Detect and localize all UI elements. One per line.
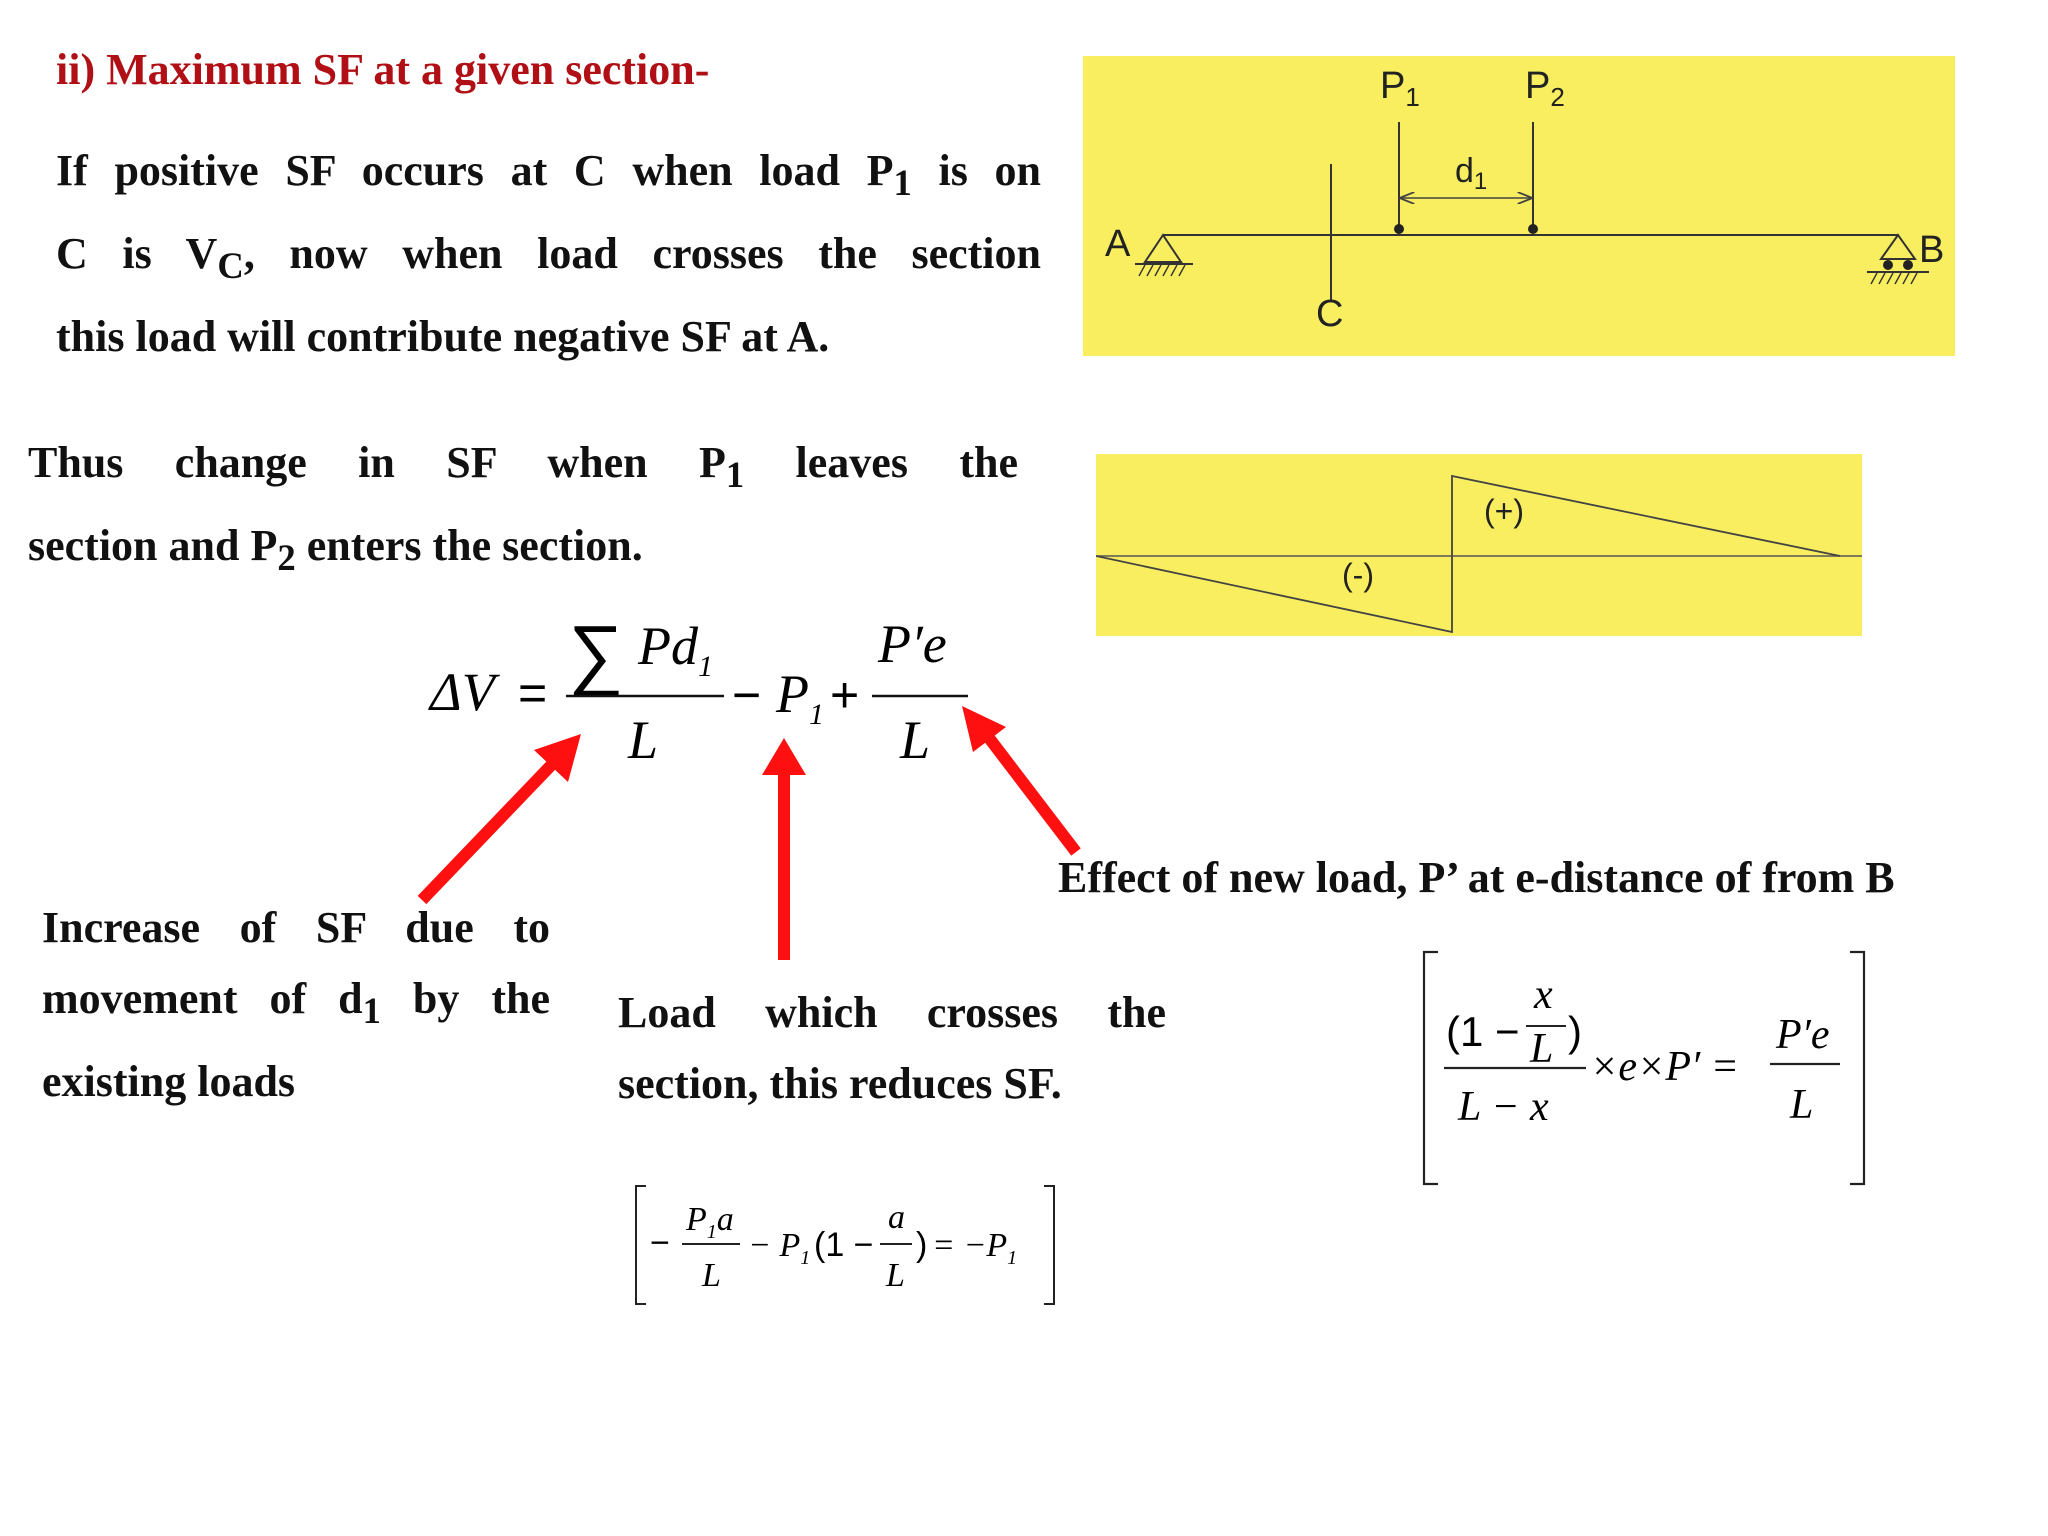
eq-sum-symbol: ∑ <box>568 609 624 697</box>
eqR-rhs-num: P′e <box>1776 1012 1830 1058</box>
eqL-num: $P_1a$ <box>686 1201 734 1243</box>
pin-support-icon <box>1135 235 1193 276</box>
paragraph-sf-positive <box>56 135 1041 372</box>
annotation-left-line1: Increase of SF due to <box>42 903 550 952</box>
equation-right-bracket <box>1418 948 1868 1190</box>
load-p2-point <box>1528 224 1538 234</box>
eqL-paren-close: ) <box>916 1226 928 1264</box>
label-p2: $P_2$ <box>1525 65 1565 112</box>
label-a: A <box>1105 223 1131 265</box>
paragraph-sf-change <box>28 427 1018 593</box>
eq-lhs: ΔV <box>430 662 495 722</box>
eq-num3: P′e <box>878 614 947 674</box>
eqL-result: = $-P_1$ <box>932 1227 1018 1269</box>
eqL-term2: − $P_1$ <box>748 1227 811 1269</box>
influence-line-diagram <box>1096 454 1862 636</box>
negative-region-label: (-) <box>1342 557 1374 593</box>
label-p1: $P_1$ <box>1380 65 1420 112</box>
para1-line2: C is $V_C$, now when load crosses the section <box>56 228 1041 286</box>
eqL-frac-num: a <box>888 1199 905 1236</box>
para1-line3: this load will contribute negative SF at A. <box>56 311 830 361</box>
influence-line-panel <box>1096 454 1862 636</box>
annotation-left <box>42 892 550 1117</box>
equation-left-bracket <box>630 1180 1070 1310</box>
eqL-den: L <box>702 1257 721 1294</box>
para2-line1: Thus change in SF when $P_1$ leaves the <box>28 438 1018 495</box>
bracket-left-open <box>636 1186 646 1304</box>
eq-den3: L <box>900 710 931 770</box>
eqR-times: ×e×P′ = <box>1590 1044 1740 1090</box>
label-c: C <box>1316 293 1344 335</box>
main-equation <box>420 600 980 780</box>
bracket-right-close <box>1850 952 1864 1184</box>
positive-region-label: (+) <box>1484 493 1524 529</box>
bracket-left-close <box>1044 1186 1054 1304</box>
beam-diagram-panel <box>1083 56 1955 356</box>
eqR-inner-num: x <box>1534 972 1553 1018</box>
eqR-den: L − x <box>1458 1084 1549 1130</box>
label-d1: $d_1$ <box>1455 152 1488 195</box>
slide-title: ii) Maximum SF at a given section- <box>56 45 710 94</box>
annotation-right: Effect of new load, P’ at e-distance of from B <box>1058 853 1895 902</box>
para2-line2: section and $P_2$ enters the section. <box>28 520 643 578</box>
load-p1-point <box>1394 224 1404 234</box>
annotation-middle-line2: section, this reduces SF. <box>618 1059 1062 1108</box>
eq-p1: $P_1$ <box>776 664 824 731</box>
eqR-paren-open: (1 − <box>1446 1008 1520 1055</box>
annotation-middle <box>618 977 1166 1119</box>
eq-plus: + <box>830 667 860 723</box>
eqR-paren-close: ) <box>1568 1008 1582 1055</box>
eqL-minus: − <box>650 1224 670 1262</box>
eqR-inner-den: L <box>1530 1026 1554 1072</box>
eqR-rhs-den: L <box>1790 1082 1814 1128</box>
influence-line-shape <box>1096 476 1840 632</box>
beam-diagram <box>1083 56 1955 356</box>
eq-equals: = <box>518 665 548 721</box>
label-b: B <box>1919 229 1945 271</box>
eq-den1: L <box>628 710 659 770</box>
eqL-frac-den: L <box>886 1257 905 1294</box>
annotation-left-line2: movement of $d_1$ by the <box>42 974 550 1031</box>
eq-minus: − <box>732 667 762 723</box>
para1-line1: If positive SF occurs at C when load $P_1$ is on <box>56 146 1041 203</box>
bracket-right-open <box>1424 952 1438 1184</box>
eq-num1: $Pd_1$ <box>638 616 713 683</box>
eqL-paren-open: (1 − <box>814 1226 874 1264</box>
annotation-left-line3: existing loads <box>42 1056 296 1106</box>
arrow-right <box>986 734 1076 852</box>
annotation-middle-line1: Load which crosses the <box>618 988 1166 1037</box>
